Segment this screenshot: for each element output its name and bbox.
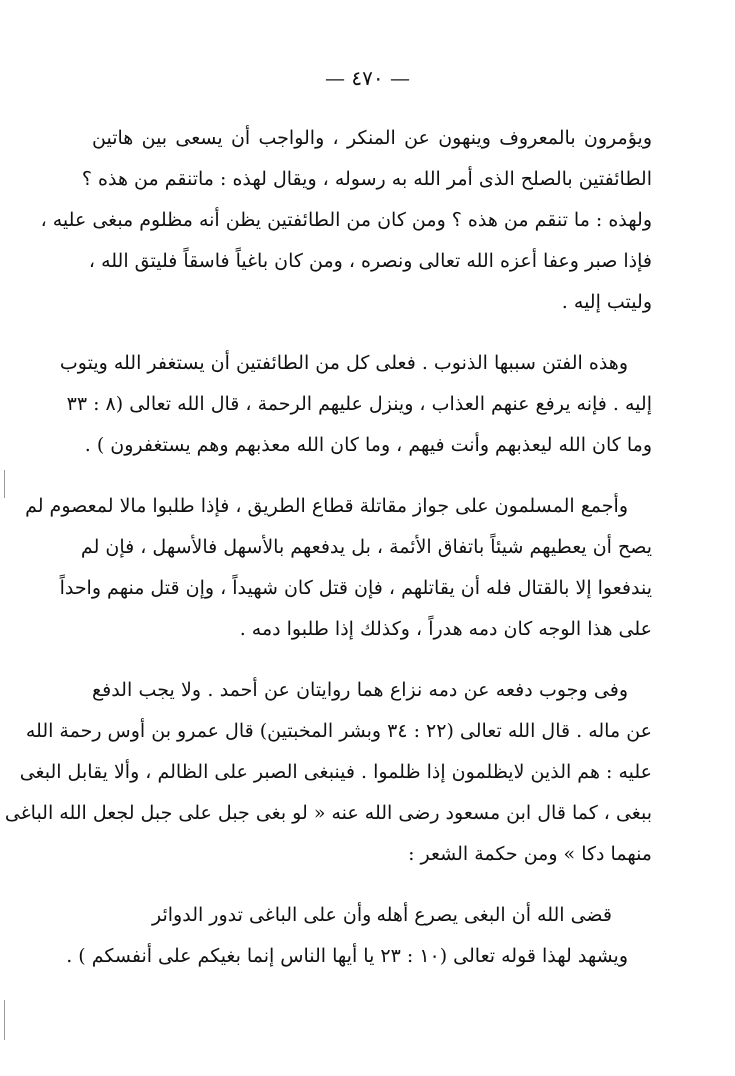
text-line: يندفعوا إلا بالقتال فله أن يقاتلهم ، فإن قتل كان شهيداً ، وإن قتل منهم واحداً xyxy=(59,577,652,599)
text-line: ولهذه : ما تنقم من هذه ؟ ومن كان من الطائفتين يظن أنه مظلوم مبغى عليه ، xyxy=(40,209,652,231)
body-text xyxy=(4,118,652,997)
text-line: وهذه الفتن سببها الذنوب . فعلى كل من الطائفتين أن يستغفر الله ويتوب xyxy=(59,352,628,374)
scan-margin-mark xyxy=(4,1000,5,1040)
paragraph-4 xyxy=(4,670,652,875)
page-number: — ٤٧٠ — xyxy=(325,66,410,90)
text-line: إليه . فإنه يرفع عنهم العذاب ، وينزل عليهم الرحمة ، قال الله تعالى (٨ : ٣٣ xyxy=(66,393,652,415)
text-line: يصح أن يعطيهم شيئاً باتفاق الأئمة ، بل يدفعهم بالأسهل فالأسهل ، فإن لم xyxy=(80,536,652,558)
verse-right-hemistich: قضى الله أن البغى يصرع أهله xyxy=(376,904,612,926)
paragraph-3 xyxy=(25,486,652,650)
text-line: على هذا الوجه كان دمه هدراً ، وكذلك إذا طلبوا دمه . xyxy=(239,618,652,640)
text-line: عن ماله . قال الله تعالى (٢٢ : ٣٤ وبشر المخبتين) قال عمرو بن أوس رحمة الله xyxy=(25,720,652,742)
text-line: عليه : هم الذين لايظلمون إذا ظلموا . فينبغى الصبر على الظالم ، وألا يقابل البغى xyxy=(19,761,652,783)
verse-left-hemistich: وأن على الباغى تدور الدوائر xyxy=(152,904,372,926)
text-line: وفى وجوب دفعه عن دمه نزاع هما روايتان عن أحمد . ولا يجب الدفع xyxy=(92,679,628,701)
text-line: فإذا صبر وعفا أعزه الله تعالى ونصره ، ومن كان باغياً فاسقاً فليتق الله ، xyxy=(88,250,652,272)
paragraph-2 xyxy=(59,343,652,466)
scan-margin-mark xyxy=(4,470,5,498)
paragraph-1 xyxy=(40,118,652,323)
text-line: ويشهد لهذا قوله تعالى (١٠ : ٢٣ يا أيها الناس إنما بغيكم على أنفسكم ) . xyxy=(66,945,628,967)
text-line: وما كان الله ليعذبهم وأنت فيهم ، وما كان الله معذبهم وهم يستغفرون ) . xyxy=(84,434,652,456)
text-line: ببغى ، كما قال ابن مسعود رضى الله عنه « لو بغى جبل على جبل لجعل الله الباغى xyxy=(4,802,652,824)
text-line: وليتب إليه . xyxy=(561,291,652,313)
poetry-verse xyxy=(92,895,652,936)
text-line: ويؤمرون بالمعروف وينهون عن المنكر ، والواجب أن يسعى بين هاتين xyxy=(92,127,652,149)
text-line: الطائفتين بالصلح الذى أمر الله به رسوله ، ويقال لهذه : ماتنقم من هذه ؟ xyxy=(81,168,652,190)
text-line: منهما دكا » ومن حكمة الشعر : xyxy=(408,843,652,865)
text-line: وأجمع المسلمون على جواز مقاتلة قطاع الطريق ، فإذا طلبوا مالا لمعصوم لم xyxy=(25,495,628,517)
closing-paragraph xyxy=(66,936,652,977)
